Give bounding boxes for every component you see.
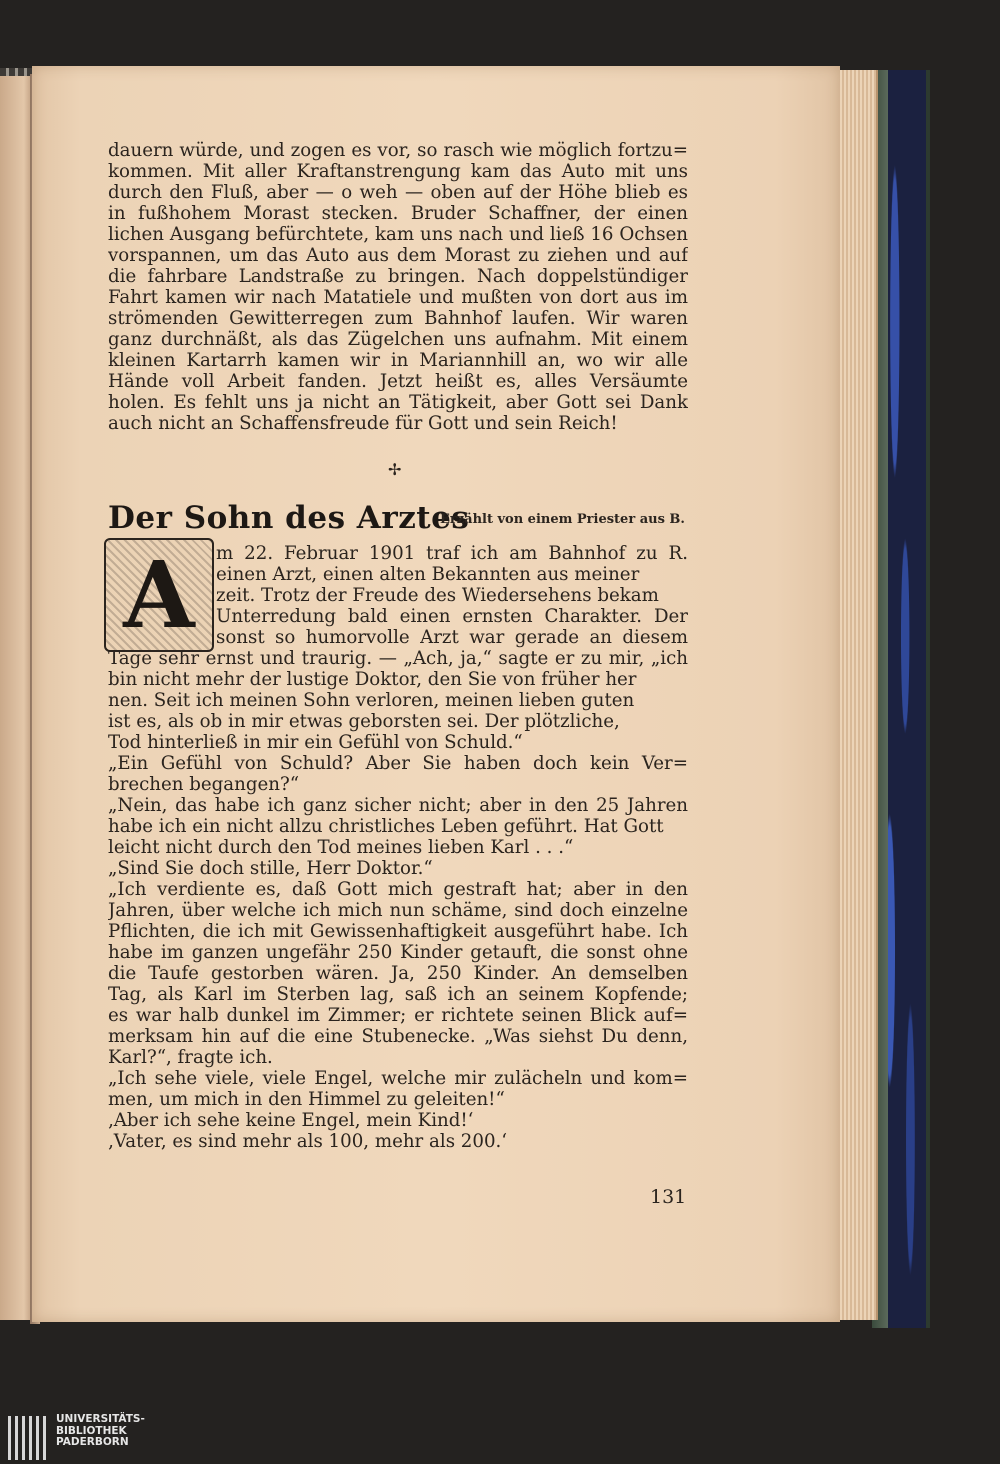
text-line: strömenden Gewitterregen zum Bahnhof laufen. Wir waren bbox=[108, 308, 688, 329]
first-paragraph-continued bbox=[108, 648, 688, 753]
section-divider: ✢ bbox=[388, 460, 402, 479]
library-logo bbox=[8, 1412, 188, 1462]
text-line: habe im ganzen ungefähr 250 Kinder getauft, die sonst ohne bbox=[108, 942, 688, 963]
text-line: Tag, als Karl im Sterben lag, saß ich an seinem Kopfende; bbox=[108, 984, 688, 1005]
text-line: Pflichten, die ich mit Gewissenhaftigkeit ausgeführt habe. Ich bbox=[108, 921, 688, 942]
text-line: in fußhohem Morast stecken. Bruder Schaffner, der einen bbox=[108, 203, 688, 224]
text-line: die fahrbare Landstraße zu bringen. Nach doppelstündiger bbox=[108, 266, 688, 287]
top-paragraph bbox=[108, 140, 688, 434]
text-line: „Ein Gefühl von Schuld? Aber Sie haben doch kein Ver= bbox=[108, 753, 688, 774]
text-line: „Ich verdiente es, daß Gott mich gestraft hat; aber in den bbox=[108, 879, 688, 900]
text-line: Tage sehr ernst und traurig. — „Ach, ja,“ sagte er zu mir, „ich bbox=[108, 648, 688, 669]
dialogue-text bbox=[108, 753, 688, 1152]
text-line: brechen begangen?“ bbox=[108, 774, 300, 795]
initial-letter: A bbox=[123, 541, 195, 649]
page-number: 131 bbox=[650, 1186, 687, 1208]
left-page-edge bbox=[0, 72, 34, 1320]
story-title: Der Sohn des Arztes bbox=[108, 500, 470, 536]
text-line: Hände voll Arbeit fanden. Jetzt heißt es, alles Versäumte bbox=[108, 371, 688, 392]
text-line: Jahren, über welche ich mich nun schäme, sind doch einzelne bbox=[108, 900, 688, 921]
text-line: men, um mich in den Himmel zu geleiten!“ bbox=[108, 1089, 505, 1110]
text-line: m 22. Februar 1901 traf ich am Bahnhof zu R. bbox=[216, 543, 688, 564]
text-line: kommen. Mit aller Kraftanstrengung kam das Auto mit uns bbox=[108, 161, 688, 182]
text-line: ist es, als ob in mir etwas geborsten sei. Der plötzliche, bbox=[108, 711, 620, 732]
text-line: leicht nicht durch den Tod meines lieben Karl . . .“ bbox=[108, 837, 574, 858]
text-line: ‚Aber ich sehe keine Engel, mein Kind!‘ bbox=[108, 1110, 474, 1131]
first-paragraph-indented bbox=[216, 543, 688, 648]
text-line: vorspannen, um das Auto aus dem Morast zu ziehen und auf bbox=[108, 245, 688, 266]
text-line: „Sind Sie doch stille, Herr Doktor.“ bbox=[108, 858, 433, 879]
library-logo-line2: BIBLIOTHEK bbox=[56, 1424, 127, 1437]
text-line: ganz durchnäßt, als das Zügelchen uns aufnahm. Mit einem bbox=[108, 329, 688, 350]
text-line: bin nicht mehr der lustige Doktor, den Sie von früher her bbox=[108, 669, 637, 690]
text-line: Karl?“, fragte ich. bbox=[108, 1047, 273, 1068]
text-line: holen. Es fehlt uns ja nicht an Tätigkeit, aber Gott sei Dank bbox=[108, 392, 688, 413]
text-line: einen Arzt, einen alten Bekannten aus meiner bbox=[216, 564, 640, 585]
story-byline: Erzählt von einem Priester aus B. bbox=[440, 512, 685, 527]
text-line: merksam hin auf die eine Stubenecke. „Was siehst Du denn, bbox=[108, 1026, 688, 1047]
text-line: „Nein, das habe ich ganz sicher nicht; aber in den 25 Jahren bbox=[108, 795, 688, 816]
text-line: „Ich sehe viele, viele Engel, welche mir zulächeln und kom= bbox=[108, 1068, 688, 1089]
text-line: durch den Fluß, aber — o weh — oben auf der Höhe blieb es bbox=[108, 182, 688, 203]
text-line: sonst so humorvolle Arzt war gerade an diesem bbox=[216, 627, 688, 648]
text-line: Unterredung bald einen ernsten Charakter. Der bbox=[216, 606, 688, 627]
text-line: es war halb dunkel im Zimmer; er richtete seinen Blick auf= bbox=[108, 1005, 688, 1026]
library-logo-icon bbox=[8, 1416, 48, 1460]
text-line: kleinen Kartarrh kamen wir in Mariannhill an, wo wir alle bbox=[108, 350, 688, 371]
text-line: ‚Vater, es sind mehr als 100, mehr als 200.‘ bbox=[108, 1131, 508, 1152]
text-line: habe ich ein nicht allzu christliches Leben geführt. Hat Gott bbox=[108, 816, 664, 837]
text-line: dauern würde, und zogen es vor, so rasch wie möglich fortzu= bbox=[108, 140, 688, 161]
text-line: die Taufe gestorben wären. Ja, 250 Kinder. An demselben bbox=[108, 963, 688, 984]
library-logo-line3: PADERBORN bbox=[56, 1436, 129, 1448]
text-line: lichen Ausgang befürchtete, kam uns nach und ließ 16 Ochsen bbox=[108, 224, 688, 245]
library-logo-line1: UNIVERSITÄTS- bbox=[56, 1413, 145, 1425]
decorated-initial bbox=[104, 538, 214, 652]
library-logo-text bbox=[56, 1414, 145, 1449]
text-line: auch nicht an Schaffensfreude für Gott und sein Reich! bbox=[108, 413, 618, 434]
text-line: nen. Seit ich meinen Sohn verloren, meinen lieben guten bbox=[108, 690, 635, 711]
text-line: zeit. Trotz der Freude des Wiedersehens bekam bbox=[216, 585, 659, 606]
text-line: Tod hinterließ in mir ein Gefühl von Schuld.“ bbox=[108, 732, 523, 753]
text-line: Fahrt kamen wir nach Matatiele und mußten von dort aus im bbox=[108, 287, 688, 308]
